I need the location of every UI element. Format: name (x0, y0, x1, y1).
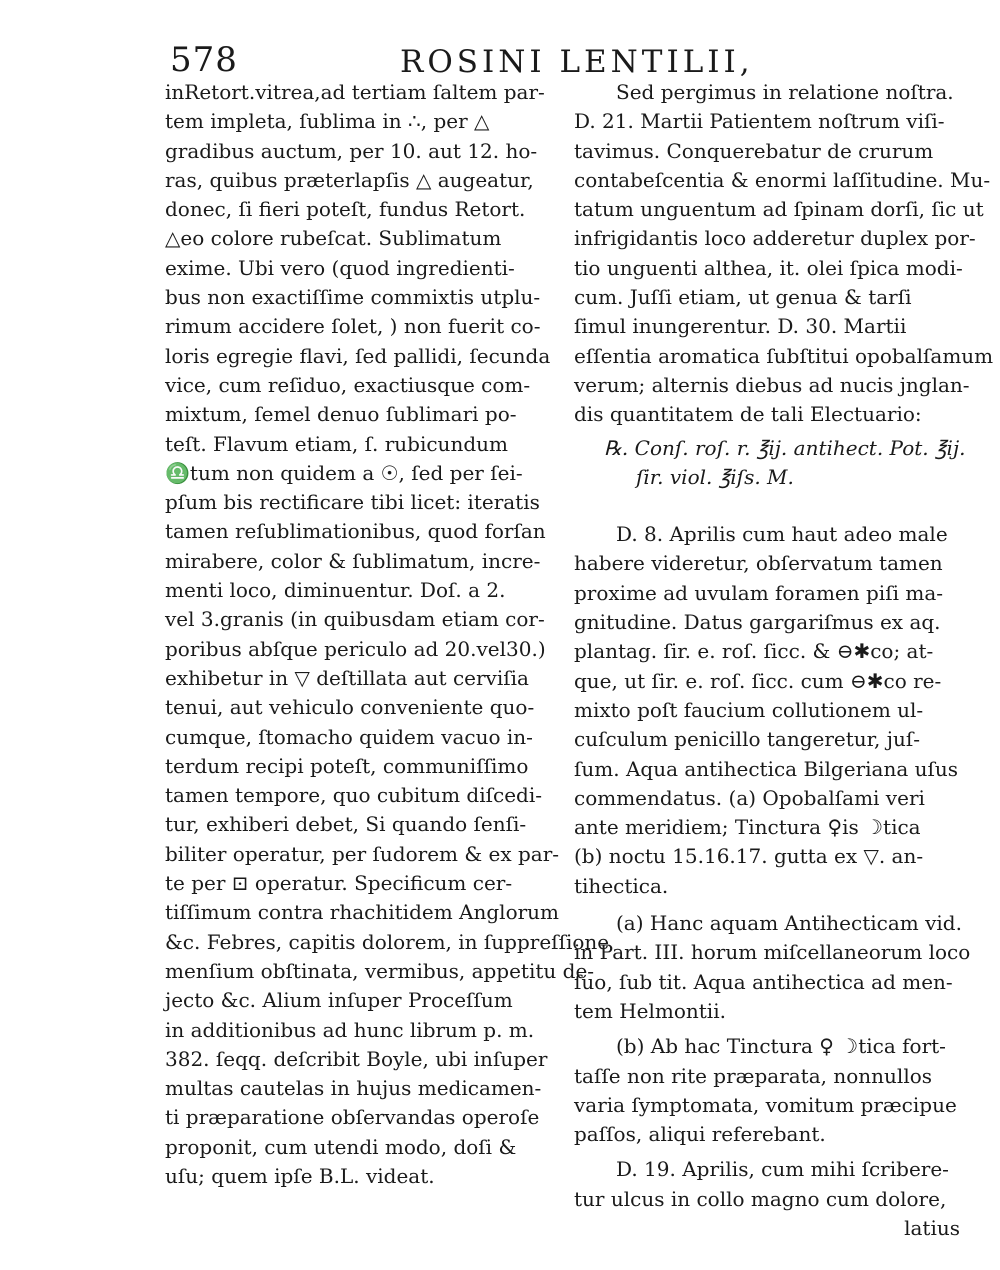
text-line: ſir. viol. ℥iſs. M. (636, 464, 794, 489)
text-line: (a) Hanc aquam Antihecticam vid. (616, 911, 962, 936)
text-line: tamen reſublimationibus, quod forſan (165, 519, 546, 544)
text-line: in additionibus ad hunc librum p. m. (165, 1017, 535, 1042)
text-line: varia ſymptomata, vomitum præcipue (574, 1092, 957, 1117)
recipe-formula (574, 434, 966, 493)
text-line: donec, ſi fieri poteſt, fundus Retort. (165, 197, 526, 222)
text-line: jecto &c. Alium inſuper Proceſſum (165, 988, 513, 1013)
text-line: commendatus. (a) Opobalſami veri (574, 785, 925, 810)
text-line: ſimul inungerentur. D. 30. Martii (574, 314, 907, 339)
text-line: ℞. Conſ. roſ. r. ℥ij. antihect. Pot. ℥ij. (604, 435, 966, 460)
text-line: eſſentia aromatica ſubſtitui opobalſamum (574, 343, 994, 368)
text-line: biliter operatur, per ſudorem & ex par- (165, 841, 560, 866)
text-line: vel 3.granis (in quibusdam etiam cor- (165, 607, 545, 632)
text-line: exime. Ubi vero (quod ingredienti- (165, 255, 515, 280)
text-line: exhibetur in ▽ deſtillata aut cerviſia (165, 665, 529, 690)
text-line: mixtum, ſemel denuo ſublimari po- (165, 402, 517, 427)
paragraph-gap (574, 492, 960, 520)
text-line: ante meridiem; Tinctura ♀is ☽tica (574, 815, 921, 840)
text-line: rimum accidere ſolet, ) non fuerit co- (165, 314, 541, 339)
text-line: pſum bis rectificare tibi licet: iteratis (165, 490, 540, 515)
text-line: tenui, aut vehiculo conveniente quo- (165, 695, 535, 720)
text-line: &c. Febres, capitis dolorem, in ſuppreſſione (165, 929, 610, 954)
text-line: ti præparatione obſervandas operoſe (165, 1105, 540, 1130)
text-line: dis quantitatem de tali Electuario: (574, 402, 922, 427)
right-column (574, 78, 994, 1243)
text-line: tio unguenti althea, it. olei ſpica modi- (574, 255, 963, 280)
text-line: proxime ad uvulam foramen piſi ma- (574, 580, 943, 605)
text-line: mirabere, color & ſublimatum, incre- (165, 548, 541, 573)
text-line: taſſe non rite præparata, nonnullos (574, 1063, 933, 1088)
text-line: tamen tempore, quo cubitum diſcedi- (165, 783, 542, 808)
text-line: 382. ſeqq. deſcribit Boyle, ubi inſuper (165, 1046, 548, 1071)
running-head: ROSINI LENTILII, (400, 44, 754, 80)
text-line: uſu; quem ipſe B.L. videat. (165, 1163, 435, 1188)
text-line: terdum recipi poteſt, communiſſimo (165, 753, 529, 778)
page-number: 578 (170, 40, 238, 80)
text-line: gnitudine. Datus gargariſmus ex aq. (574, 610, 941, 635)
text-line: loris egregie flavi, ſed pallidi, ſecunda (165, 343, 551, 368)
text-line: Sed pergimus in relatione noſtra. (616, 80, 954, 104)
text-line: tem Helmontii. (574, 998, 726, 1023)
text-line: mixto poſt faucium collutionem ul- (574, 697, 924, 722)
footnote-a (574, 909, 971, 1026)
text-line: D. 8. Aprilis cum haut adeo male (616, 522, 948, 547)
text-line: que, ut ſir. e. roſ. ſicc. cum ⊖✱co re- (574, 668, 942, 693)
text-line: tur, exhiberi debet, Si quando ſenſi- (165, 812, 527, 837)
text-line: cumque, ſtomacho quidem vacuo in- (165, 724, 533, 749)
text-line: verum; alternis diebus ad nucis jnglan- (574, 372, 970, 397)
text-line: habere videretur, obſervatum tamen (574, 551, 943, 576)
text-line: tur ulcus in collo magno cum dolore, (574, 1186, 947, 1211)
text-line: ſuo, ſub tit. Aqua antihectica ad men- (574, 969, 953, 994)
text-line: ſum. Aqua antihectica Bilgeriana uſus (574, 756, 959, 781)
text-line: te per ⊡ operatur. Specificum cer- (165, 871, 513, 896)
catchword: latius (904, 1215, 960, 1240)
left-column (165, 78, 610, 1191)
text-line: gradibus auctum, per 10. aut 12. ho- (165, 138, 538, 163)
text-line: plantag. ſir. e. roſ. ſicc. & ⊖✱co; at- (574, 639, 934, 664)
text-line: multas cautelas in hujus medicamen- (165, 1076, 542, 1101)
text-line: tavimus. Conquerebatur de crurum (574, 138, 934, 163)
text-line: (b) noctu 15.16.17. gutta ex ▽. an- (574, 844, 924, 869)
text-line: vice, cum reſiduo, exactiusque com- (165, 372, 531, 397)
text-line: tem impleta, ſublima in ∴, per △ (165, 109, 490, 134)
paragraph-april-8 (574, 520, 960, 901)
text-line: tihectica. (574, 873, 669, 898)
text-line: ras, quibus præterlapſis △ augeatur, (165, 167, 534, 192)
text-line: (b) Ab hac Tinctura ♀ ☽tica fort- (616, 1034, 946, 1059)
text-line: menti loco, diminuentur. Doſ. a 2. (165, 578, 506, 603)
text-line: paſſos, aliqui referebant. (574, 1122, 826, 1147)
text-line: in Part. III. horum miſcellaneorum loco (574, 940, 971, 965)
text-line: contabeſcentia & enormi laſſitudine. Mu- (574, 167, 991, 192)
text-line: poribus abſque periculo ad 20.vel30.) (165, 636, 546, 661)
paragraph-april-19 (574, 1155, 960, 1243)
text-line: cum. Juſſi etiam, ut genua & tarſi (574, 285, 912, 310)
text-line: infrigidantis loco adderetur duplex por- (574, 226, 976, 251)
text-line: ♎tum non quidem a ☉, ſed per ſei- (165, 460, 523, 485)
text-line: bus non exactiſſime commixtis utplu- (165, 285, 541, 310)
text-line: D. 21. Martii Patientem noſtrum viſi- (574, 109, 945, 134)
paragraph-relation (574, 78, 994, 430)
footnote-b (574, 1032, 960, 1149)
text-line: proponit, cum utendi modo, doſi & (165, 1134, 517, 1159)
text-line: cuſculum penicillo tangeretur, juſ- (574, 727, 920, 752)
text-line: teſt. Flavum etiam, ſ. rubicundum (165, 431, 508, 456)
text-line: tatum unguentum ad ſpinam dorſi, ſic ut (574, 197, 984, 222)
text-line: D. 19. Aprilis, cum mihi ſcribere- (616, 1157, 949, 1182)
text-line: △eo colore rubeſcat. Sublimatum (165, 226, 502, 251)
text-line: menſium obſtinata, vermibus, appetitu de- (165, 958, 595, 983)
text-line: tiſſimum contra rhachitidem Anglorum (165, 900, 560, 925)
text-line: inRetort.vitrea,ad tertiam ſaltem par- (165, 80, 545, 104)
